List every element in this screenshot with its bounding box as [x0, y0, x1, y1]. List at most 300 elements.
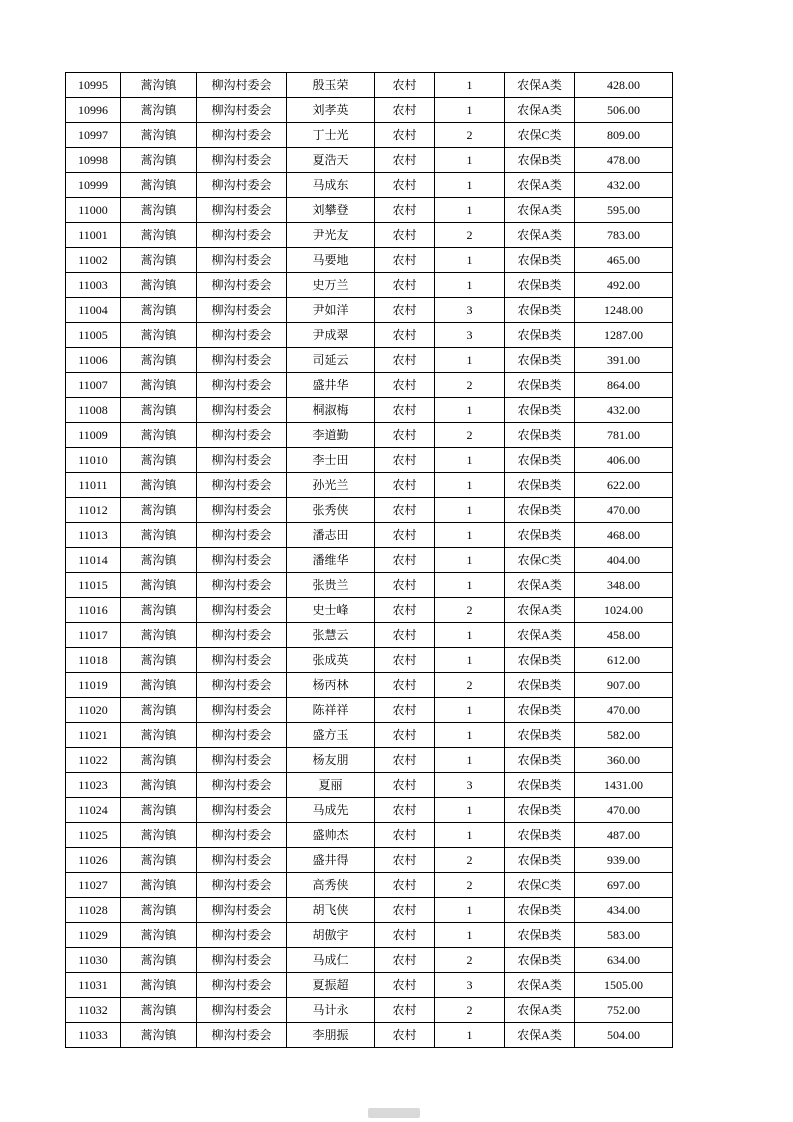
cell-town: 蒿沟镇: [121, 598, 197, 623]
cell-id: 10997: [66, 123, 121, 148]
table-row: [66, 123, 673, 148]
cell-name: 尹光友: [287, 223, 375, 248]
cell-town: 蒿沟镇: [121, 648, 197, 673]
cell-amount: 434.00: [575, 898, 673, 923]
cell-village: 柳沟村委会: [197, 723, 287, 748]
cell-amount: 432.00: [575, 398, 673, 423]
cell-category: 农村: [375, 448, 435, 473]
cell-village: 柳沟村委会: [197, 173, 287, 198]
cell-type: 农保B类: [505, 948, 575, 973]
cell-count: 3: [435, 323, 505, 348]
cell-id: 11020: [66, 698, 121, 723]
cell-village: 柳沟村委会: [197, 673, 287, 698]
cell-village: 柳沟村委会: [197, 273, 287, 298]
table-row: [66, 598, 673, 623]
cell-amount: 939.00: [575, 848, 673, 873]
cell-count: 2: [435, 123, 505, 148]
cell-amount: 348.00: [575, 573, 673, 598]
table-row: [66, 523, 673, 548]
cell-village: 柳沟村委会: [197, 523, 287, 548]
cell-type: 农保B类: [505, 698, 575, 723]
cell-town: 蒿沟镇: [121, 173, 197, 198]
page-footer-mark: [368, 1108, 420, 1118]
cell-town: 蒿沟镇: [121, 448, 197, 473]
table-row: [66, 973, 673, 998]
cell-count: 1: [435, 98, 505, 123]
cell-id: 11012: [66, 498, 121, 523]
cell-category: 农村: [375, 98, 435, 123]
cell-name: 司延云: [287, 348, 375, 373]
cell-amount: 595.00: [575, 198, 673, 223]
cell-village: 柳沟村委会: [197, 823, 287, 848]
table-row: [66, 398, 673, 423]
cell-name: 尹如洋: [287, 298, 375, 323]
cell-count: 1: [435, 748, 505, 773]
cell-amount: 492.00: [575, 273, 673, 298]
table-row: [66, 98, 673, 123]
table-row: [66, 848, 673, 873]
cell-name: 胡飞侠: [287, 898, 375, 923]
cell-name: 桐淑梅: [287, 398, 375, 423]
cell-type: 农保B类: [505, 723, 575, 748]
cell-amount: 809.00: [575, 123, 673, 148]
cell-id: 11007: [66, 373, 121, 398]
cell-village: 柳沟村委会: [197, 1023, 287, 1048]
cell-count: 1: [435, 548, 505, 573]
cell-category: 农村: [375, 648, 435, 673]
cell-amount: 634.00: [575, 948, 673, 973]
cell-category: 农村: [375, 548, 435, 573]
cell-category: 农村: [375, 898, 435, 923]
cell-category: 农村: [375, 498, 435, 523]
cell-name: 夏丽: [287, 773, 375, 798]
cell-id: 11016: [66, 598, 121, 623]
cell-name: 殷玉荣: [287, 73, 375, 98]
cell-type: 农保B类: [505, 798, 575, 823]
cell-amount: 404.00: [575, 548, 673, 573]
cell-town: 蒿沟镇: [121, 123, 197, 148]
cell-count: 3: [435, 973, 505, 998]
cell-count: 1: [435, 348, 505, 373]
cell-id: 11021: [66, 723, 121, 748]
cell-category: 农村: [375, 848, 435, 873]
cell-id: 10999: [66, 173, 121, 198]
cell-amount: 458.00: [575, 623, 673, 648]
cell-town: 蒿沟镇: [121, 573, 197, 598]
cell-count: 1: [435, 923, 505, 948]
cell-amount: 478.00: [575, 148, 673, 173]
cell-town: 蒿沟镇: [121, 148, 197, 173]
cell-count: 2: [435, 998, 505, 1023]
cell-id: 11002: [66, 248, 121, 273]
cell-count: 1: [435, 398, 505, 423]
cell-count: 1: [435, 248, 505, 273]
cell-category: 农村: [375, 473, 435, 498]
cell-amount: 907.00: [575, 673, 673, 698]
cell-id: 11029: [66, 923, 121, 948]
cell-type: 农保B类: [505, 648, 575, 673]
cell-village: 柳沟村委会: [197, 573, 287, 598]
cell-town: 蒿沟镇: [121, 873, 197, 898]
table-row: [66, 323, 673, 348]
cell-village: 柳沟村委会: [197, 773, 287, 798]
cell-type: 农保A类: [505, 973, 575, 998]
cell-id: 11014: [66, 548, 121, 573]
table-row: [66, 148, 673, 173]
cell-type: 农保C类: [505, 873, 575, 898]
cell-category: 农村: [375, 173, 435, 198]
cell-village: 柳沟村委会: [197, 973, 287, 998]
cell-type: 农保B类: [505, 323, 575, 348]
cell-town: 蒿沟镇: [121, 998, 197, 1023]
cell-name: 胡傲宇: [287, 923, 375, 948]
cell-name: 史士峰: [287, 598, 375, 623]
cell-category: 农村: [375, 873, 435, 898]
cell-town: 蒿沟镇: [121, 73, 197, 98]
table-row: [66, 173, 673, 198]
cell-count: 3: [435, 298, 505, 323]
cell-type: 农保B类: [505, 423, 575, 448]
table-row: [66, 898, 673, 923]
cell-count: 1: [435, 898, 505, 923]
cell-town: 蒿沟镇: [121, 973, 197, 998]
cell-category: 农村: [375, 248, 435, 273]
cell-name: 陈祥祥: [287, 698, 375, 723]
cell-town: 蒿沟镇: [121, 248, 197, 273]
cell-town: 蒿沟镇: [121, 773, 197, 798]
cell-count: 1: [435, 498, 505, 523]
cell-amount: 360.00: [575, 748, 673, 773]
cell-amount: 582.00: [575, 723, 673, 748]
cell-name: 夏振超: [287, 973, 375, 998]
cell-town: 蒿沟镇: [121, 373, 197, 398]
cell-amount: 465.00: [575, 248, 673, 273]
cell-count: 1: [435, 273, 505, 298]
cell-town: 蒿沟镇: [121, 798, 197, 823]
cell-id: 11001: [66, 223, 121, 248]
cell-id: 11025: [66, 823, 121, 848]
cell-name: 盛井得: [287, 848, 375, 873]
cell-id: 11030: [66, 948, 121, 973]
cell-category: 农村: [375, 273, 435, 298]
table-row: [66, 998, 673, 1023]
cell-village: 柳沟村委会: [197, 223, 287, 248]
table-row: [66, 698, 673, 723]
cell-name: 李朋振: [287, 1023, 375, 1048]
cell-type: 农保B类: [505, 373, 575, 398]
cell-category: 农村: [375, 998, 435, 1023]
cell-village: 柳沟村委会: [197, 623, 287, 648]
table-row: [66, 348, 673, 373]
cell-village: 柳沟村委会: [197, 123, 287, 148]
cell-village: 柳沟村委会: [197, 848, 287, 873]
cell-amount: 1505.00: [575, 973, 673, 998]
cell-village: 柳沟村委会: [197, 198, 287, 223]
cell-count: 1: [435, 173, 505, 198]
cell-count: 2: [435, 223, 505, 248]
cell-id: 11009: [66, 423, 121, 448]
cell-type: 农保B类: [505, 298, 575, 323]
cell-category: 农村: [375, 948, 435, 973]
cell-type: 农保A类: [505, 198, 575, 223]
cell-village: 柳沟村委会: [197, 148, 287, 173]
cell-village: 柳沟村委会: [197, 598, 287, 623]
cell-count: 1: [435, 523, 505, 548]
cell-type: 农保A类: [505, 623, 575, 648]
table-row: [66, 923, 673, 948]
table-row: [66, 1023, 673, 1048]
cell-name: 潘维华: [287, 548, 375, 573]
cell-amount: 428.00: [575, 73, 673, 98]
table-row: [66, 873, 673, 898]
cell-name: 史万兰: [287, 273, 375, 298]
cell-category: 农村: [375, 223, 435, 248]
cell-category: 农村: [375, 523, 435, 548]
cell-town: 蒿沟镇: [121, 523, 197, 548]
cell-category: 农村: [375, 698, 435, 723]
cell-category: 农村: [375, 1023, 435, 1048]
table-row: [66, 498, 673, 523]
cell-id: 11031: [66, 973, 121, 998]
cell-type: 农保A类: [505, 998, 575, 1023]
cell-type: 农保B类: [505, 348, 575, 373]
cell-count: 1: [435, 723, 505, 748]
cell-town: 蒿沟镇: [121, 723, 197, 748]
cell-name: 张慧云: [287, 623, 375, 648]
cell-village: 柳沟村委会: [197, 898, 287, 923]
table-row: [66, 648, 673, 673]
cell-village: 柳沟村委会: [197, 648, 287, 673]
cell-village: 柳沟村委会: [197, 923, 287, 948]
cell-name: 张成英: [287, 648, 375, 673]
cell-amount: 1287.00: [575, 323, 673, 348]
cell-id: 11022: [66, 748, 121, 773]
cell-count: 2: [435, 423, 505, 448]
table-row: [66, 798, 673, 823]
cell-village: 柳沟村委会: [197, 323, 287, 348]
cell-id: 11013: [66, 523, 121, 548]
cell-amount: 697.00: [575, 873, 673, 898]
table-row: [66, 948, 673, 973]
cell-town: 蒿沟镇: [121, 698, 197, 723]
cell-category: 农村: [375, 748, 435, 773]
cell-amount: 1248.00: [575, 298, 673, 323]
cell-type: 农保B类: [505, 248, 575, 273]
table-row: [66, 473, 673, 498]
cell-id: 11010: [66, 448, 121, 473]
cell-town: 蒿沟镇: [121, 273, 197, 298]
cell-town: 蒿沟镇: [121, 348, 197, 373]
cell-count: 1: [435, 623, 505, 648]
cell-type: 农保A类: [505, 223, 575, 248]
cell-name: 马要地: [287, 248, 375, 273]
cell-amount: 1024.00: [575, 598, 673, 623]
cell-id: 11004: [66, 298, 121, 323]
cell-id: 11026: [66, 848, 121, 873]
cell-type: 农保B类: [505, 848, 575, 873]
cell-village: 柳沟村委会: [197, 373, 287, 398]
table-row: [66, 548, 673, 573]
cell-name: 马成仁: [287, 948, 375, 973]
table-row: [66, 723, 673, 748]
cell-name: 潘志田: [287, 523, 375, 548]
cell-id: 11015: [66, 573, 121, 598]
cell-village: 柳沟村委会: [197, 748, 287, 773]
cell-type: 农保B类: [505, 773, 575, 798]
cell-town: 蒿沟镇: [121, 473, 197, 498]
cell-town: 蒿沟镇: [121, 498, 197, 523]
cell-count: 1: [435, 473, 505, 498]
cell-count: 2: [435, 598, 505, 623]
cell-category: 农村: [375, 773, 435, 798]
cell-id: 11008: [66, 398, 121, 423]
cell-id: 11033: [66, 1023, 121, 1048]
cell-village: 柳沟村委会: [197, 73, 287, 98]
cell-type: 农保C类: [505, 548, 575, 573]
cell-amount: 506.00: [575, 98, 673, 123]
cell-name: 李道勤: [287, 423, 375, 448]
cell-town: 蒿沟镇: [121, 98, 197, 123]
cell-town: 蒿沟镇: [121, 623, 197, 648]
cell-type: 农保B类: [505, 273, 575, 298]
table-row: [66, 623, 673, 648]
cell-count: 1: [435, 798, 505, 823]
cell-town: 蒿沟镇: [121, 198, 197, 223]
cell-category: 农村: [375, 423, 435, 448]
cell-category: 农村: [375, 198, 435, 223]
cell-amount: 470.00: [575, 798, 673, 823]
cell-count: 2: [435, 873, 505, 898]
cell-count: 1: [435, 698, 505, 723]
cell-name: 张贵兰: [287, 573, 375, 598]
cell-name: 李士田: [287, 448, 375, 473]
cell-town: 蒿沟镇: [121, 398, 197, 423]
cell-type: 农保B类: [505, 898, 575, 923]
cell-amount: 487.00: [575, 823, 673, 848]
cell-village: 柳沟村委会: [197, 473, 287, 498]
cell-type: 农保B类: [505, 398, 575, 423]
cell-category: 农村: [375, 148, 435, 173]
cell-id: 11017: [66, 623, 121, 648]
cell-category: 农村: [375, 323, 435, 348]
cell-town: 蒿沟镇: [121, 323, 197, 348]
cell-amount: 470.00: [575, 698, 673, 723]
cell-category: 农村: [375, 798, 435, 823]
cell-count: 1: [435, 73, 505, 98]
cell-category: 农村: [375, 673, 435, 698]
table-row: [66, 448, 673, 473]
cell-name: 尹成翠: [287, 323, 375, 348]
cell-id: 10998: [66, 148, 121, 173]
cell-town: 蒿沟镇: [121, 898, 197, 923]
cell-id: 11024: [66, 798, 121, 823]
cell-count: 3: [435, 773, 505, 798]
cell-count: 2: [435, 373, 505, 398]
cell-type: 农保B类: [505, 498, 575, 523]
cell-category: 农村: [375, 373, 435, 398]
table-row: [66, 298, 673, 323]
cell-village: 柳沟村委会: [197, 948, 287, 973]
cell-count: 1: [435, 198, 505, 223]
cell-village: 柳沟村委会: [197, 873, 287, 898]
cell-name: 盛方玉: [287, 723, 375, 748]
cell-id: 11018: [66, 648, 121, 673]
cell-village: 柳沟村委会: [197, 798, 287, 823]
cell-category: 农村: [375, 73, 435, 98]
cell-amount: 406.00: [575, 448, 673, 473]
cell-type: 农保A类: [505, 98, 575, 123]
cell-id: 11019: [66, 673, 121, 698]
cell-town: 蒿沟镇: [121, 223, 197, 248]
cell-id: 11000: [66, 198, 121, 223]
cell-type: 农保B类: [505, 148, 575, 173]
cell-town: 蒿沟镇: [121, 748, 197, 773]
cell-type: 农保B类: [505, 448, 575, 473]
cell-id: 11006: [66, 348, 121, 373]
cell-type: 农保A类: [505, 1023, 575, 1048]
cell-id: 11011: [66, 473, 121, 498]
cell-type: 农保B类: [505, 823, 575, 848]
cell-type: 农保C类: [505, 123, 575, 148]
table-row: [66, 748, 673, 773]
cell-village: 柳沟村委会: [197, 498, 287, 523]
cell-type: 农保B类: [505, 473, 575, 498]
cell-name: 夏浩天: [287, 148, 375, 173]
cell-category: 农村: [375, 348, 435, 373]
cell-id: 11005: [66, 323, 121, 348]
cell-town: 蒿沟镇: [121, 848, 197, 873]
cell-amount: 622.00: [575, 473, 673, 498]
cell-count: 2: [435, 948, 505, 973]
cell-amount: 864.00: [575, 373, 673, 398]
cell-id: 11003: [66, 273, 121, 298]
cell-amount: 612.00: [575, 648, 673, 673]
table-row: [66, 73, 673, 98]
cell-name: 刘孝英: [287, 98, 375, 123]
cell-name: 盛井华: [287, 373, 375, 398]
cell-category: 农村: [375, 298, 435, 323]
cell-type: 农保A类: [505, 73, 575, 98]
cell-town: 蒿沟镇: [121, 923, 197, 948]
cell-category: 农村: [375, 923, 435, 948]
records-table: [65, 72, 673, 1048]
cell-name: 杨友朋: [287, 748, 375, 773]
table-row: [66, 423, 673, 448]
cell-amount: 583.00: [575, 923, 673, 948]
cell-name: 马成先: [287, 798, 375, 823]
table-row: [66, 273, 673, 298]
cell-amount: 468.00: [575, 523, 673, 548]
cell-town: 蒿沟镇: [121, 423, 197, 448]
cell-category: 农村: [375, 598, 435, 623]
cell-id: 10996: [66, 98, 121, 123]
cell-id: 10995: [66, 73, 121, 98]
cell-category: 农村: [375, 398, 435, 423]
cell-id: 11028: [66, 898, 121, 923]
cell-town: 蒿沟镇: [121, 673, 197, 698]
cell-type: 农保A类: [505, 173, 575, 198]
cell-type: 农保A类: [505, 598, 575, 623]
cell-village: 柳沟村委会: [197, 548, 287, 573]
cell-amount: 470.00: [575, 498, 673, 523]
cell-id: 11027: [66, 873, 121, 898]
cell-name: 高秀侠: [287, 873, 375, 898]
cell-town: 蒿沟镇: [121, 948, 197, 973]
cell-count: 2: [435, 848, 505, 873]
cell-name: 盛帅杰: [287, 823, 375, 848]
cell-town: 蒿沟镇: [121, 823, 197, 848]
cell-village: 柳沟村委会: [197, 348, 287, 373]
